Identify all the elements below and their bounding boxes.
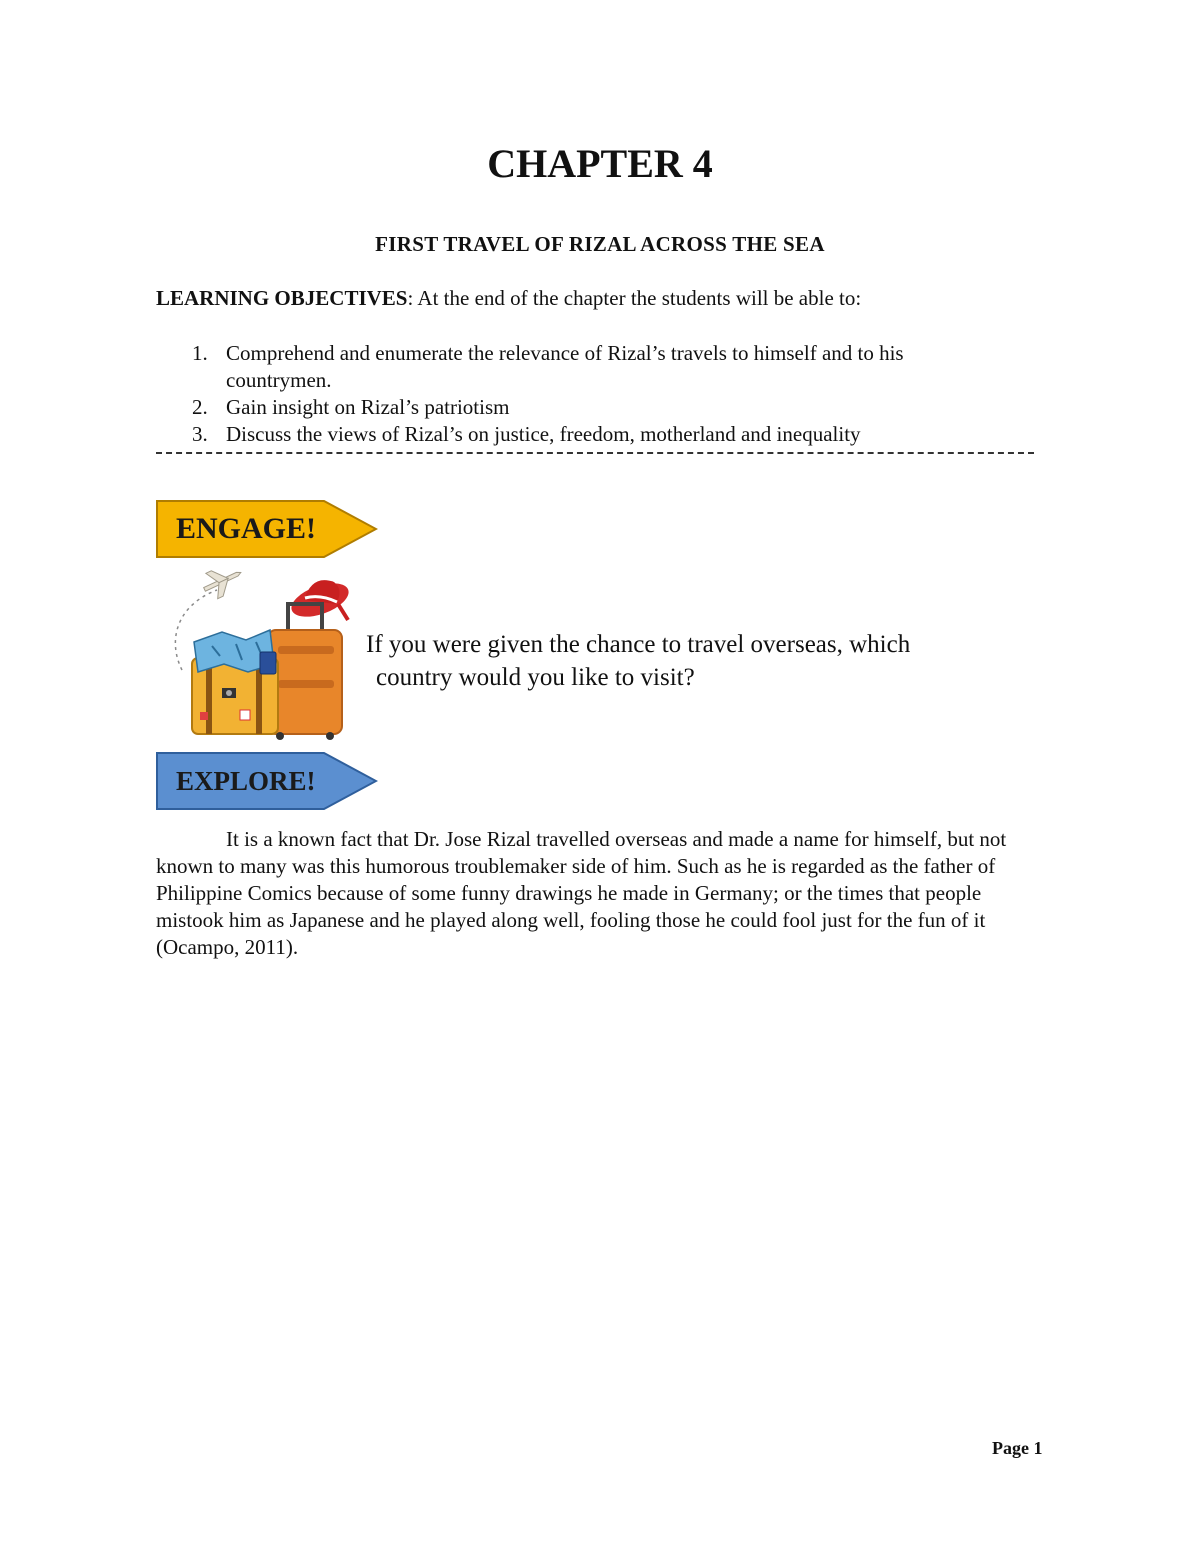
explore-paragraph (156, 826, 1036, 961)
question-line-1: If you were given the chance to travel overseas, which (366, 631, 911, 658)
chapter-title: CHAPTER 4 (487, 141, 713, 186)
question-line-2: country would you like to visit? (376, 664, 695, 691)
engage-question (366, 628, 910, 694)
learning-objectives-intro: : At the end of the chapter the students will be able to: (407, 286, 862, 310)
list-number: 2. (192, 395, 208, 419)
list-text: Comprehend and enumerate the relevance of Rizal’s travels to himself and to his countrymen. (226, 341, 904, 392)
list-number: 3. (192, 422, 208, 446)
objectives-list (192, 340, 1012, 448)
explore-label: EXPLORE! (176, 766, 316, 796)
list-item (192, 394, 1012, 421)
travel-luggage-illustration (162, 560, 362, 740)
explore-banner (156, 752, 378, 810)
section-divider (156, 452, 1034, 454)
airplane-icon (199, 560, 247, 602)
engage-banner (156, 500, 378, 558)
list-number: 1. (192, 341, 208, 365)
list-item (192, 421, 1012, 448)
list-item (192, 340, 1012, 394)
list-text: Discuss the views of Rizal’s on justice, freedom, motherland and inequality (226, 422, 861, 446)
list-text: Gain insight on Rizal’s patriotism (226, 395, 510, 419)
passport-icon (260, 652, 276, 674)
learning-objectives-label: LEARNING OBJECTIVES (156, 286, 408, 310)
orange-suitcase-icon (268, 630, 342, 740)
engage-label: ENGAGE! (176, 512, 317, 545)
page-number: Page 1 (992, 1438, 1043, 1458)
explore-paragraph-text: It is a known fact that Dr. Jose Rizal travelled overseas and made a name for himself, but not known to many was this humorous troublemaker side of him. Such as he is regarded as the father of Philippine Comics because of some funny drawings he made in Germany; or the times that people mistook him as Japanese and he played along well, fooling those he could fool just for the fun of it (Ocampo, 2011). (156, 827, 1007, 959)
chapter-subtitle: FIRST TRAVEL OF RIZAL ACROSS THE SEA (375, 232, 825, 256)
learning-objectives-heading (156, 286, 861, 311)
